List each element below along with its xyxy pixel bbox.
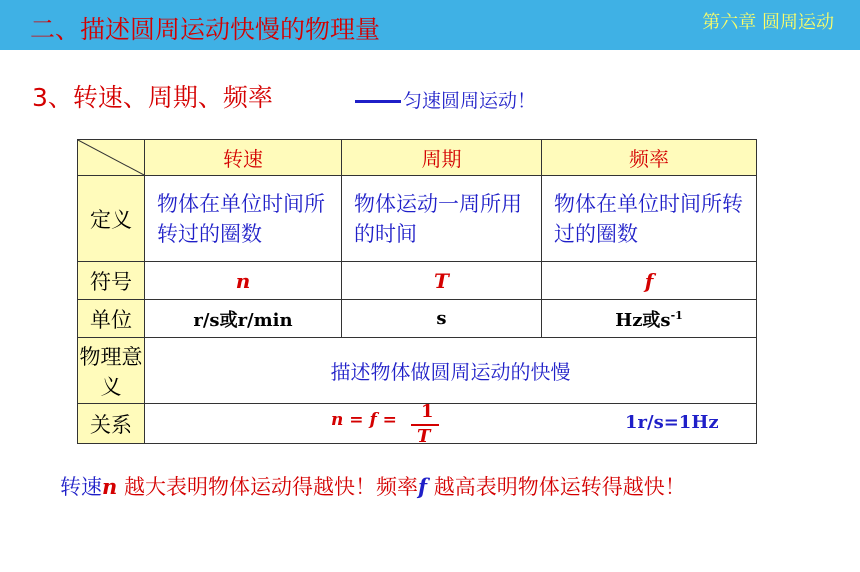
unit-frequency-exponent: -1 <box>670 308 683 322</box>
column-header-speed: 转速 <box>145 140 342 176</box>
dash-line <box>355 100 401 103</box>
definition-speed: 物体在单位时间所转过的圈数 <box>145 176 342 262</box>
column-header-period: 周期 <box>342 140 542 176</box>
summary-part1: 转速 <box>60 475 102 499</box>
header-bar <box>0 0 860 50</box>
summary-sentence <box>60 471 686 501</box>
summary-var-f: f <box>417 474 428 499</box>
table-row-symbol <box>78 262 757 300</box>
definition-frequency: 物体在单位时间所转过的圈数 <box>542 176 757 262</box>
unit-frequency <box>542 300 757 338</box>
summary-var-n: n <box>102 474 118 499</box>
table-row-meaning <box>78 338 757 404</box>
fraction-numerator: 1 <box>421 401 434 422</box>
summary-part3: 越高表明物体运转得越快！ <box>427 475 686 499</box>
unit-speed: r/s或r/min <box>145 300 342 338</box>
diagonal-corner-cell <box>78 140 145 176</box>
row-label-symbol: 符号 <box>78 262 145 300</box>
row-label-unit: 单位 <box>78 300 145 338</box>
diagonal-line <box>78 140 144 175</box>
symbol-frequency: f <box>542 262 757 300</box>
relation-formula: n = f = <box>331 410 397 430</box>
relation-cell <box>145 401 757 447</box>
table-row-relation <box>78 404 757 444</box>
unit-period: s <box>342 300 542 338</box>
section-title: 3、转速、周期、频率 <box>32 83 273 112</box>
table-row-definition <box>78 176 757 262</box>
row-label-relation: 关系 <box>78 404 145 444</box>
note-text: 匀速圆周运动！ <box>403 90 537 112</box>
row-label-definition: 定义 <box>78 176 145 262</box>
chapter-label: 第六章 圆周运动 <box>702 12 834 33</box>
symbol-speed: n <box>145 262 342 300</box>
symbol-period: T <box>342 262 542 300</box>
table-row-unit <box>78 300 757 338</box>
unit-equivalence: 1r/s=1Hz <box>625 412 719 433</box>
comparison-table <box>77 139 757 447</box>
fraction-denominator: T <box>417 426 431 447</box>
row-label-meaning: 物理意义 <box>78 338 145 404</box>
column-header-frequency: 频率 <box>542 140 757 176</box>
header-title: 二、描述圆周运动快慢的物理量 <box>30 15 381 44</box>
table-header-row <box>78 140 757 176</box>
section-note <box>355 86 536 113</box>
meaning-text: 描述物体做圆周运动的快慢 <box>145 338 757 404</box>
definition-period: 物体运动一周所用的时间 <box>342 176 542 262</box>
unit-frequency-base: Hz或s <box>615 309 671 331</box>
summary-part2: 越大表明物体运动得越快！频率 <box>117 475 418 499</box>
